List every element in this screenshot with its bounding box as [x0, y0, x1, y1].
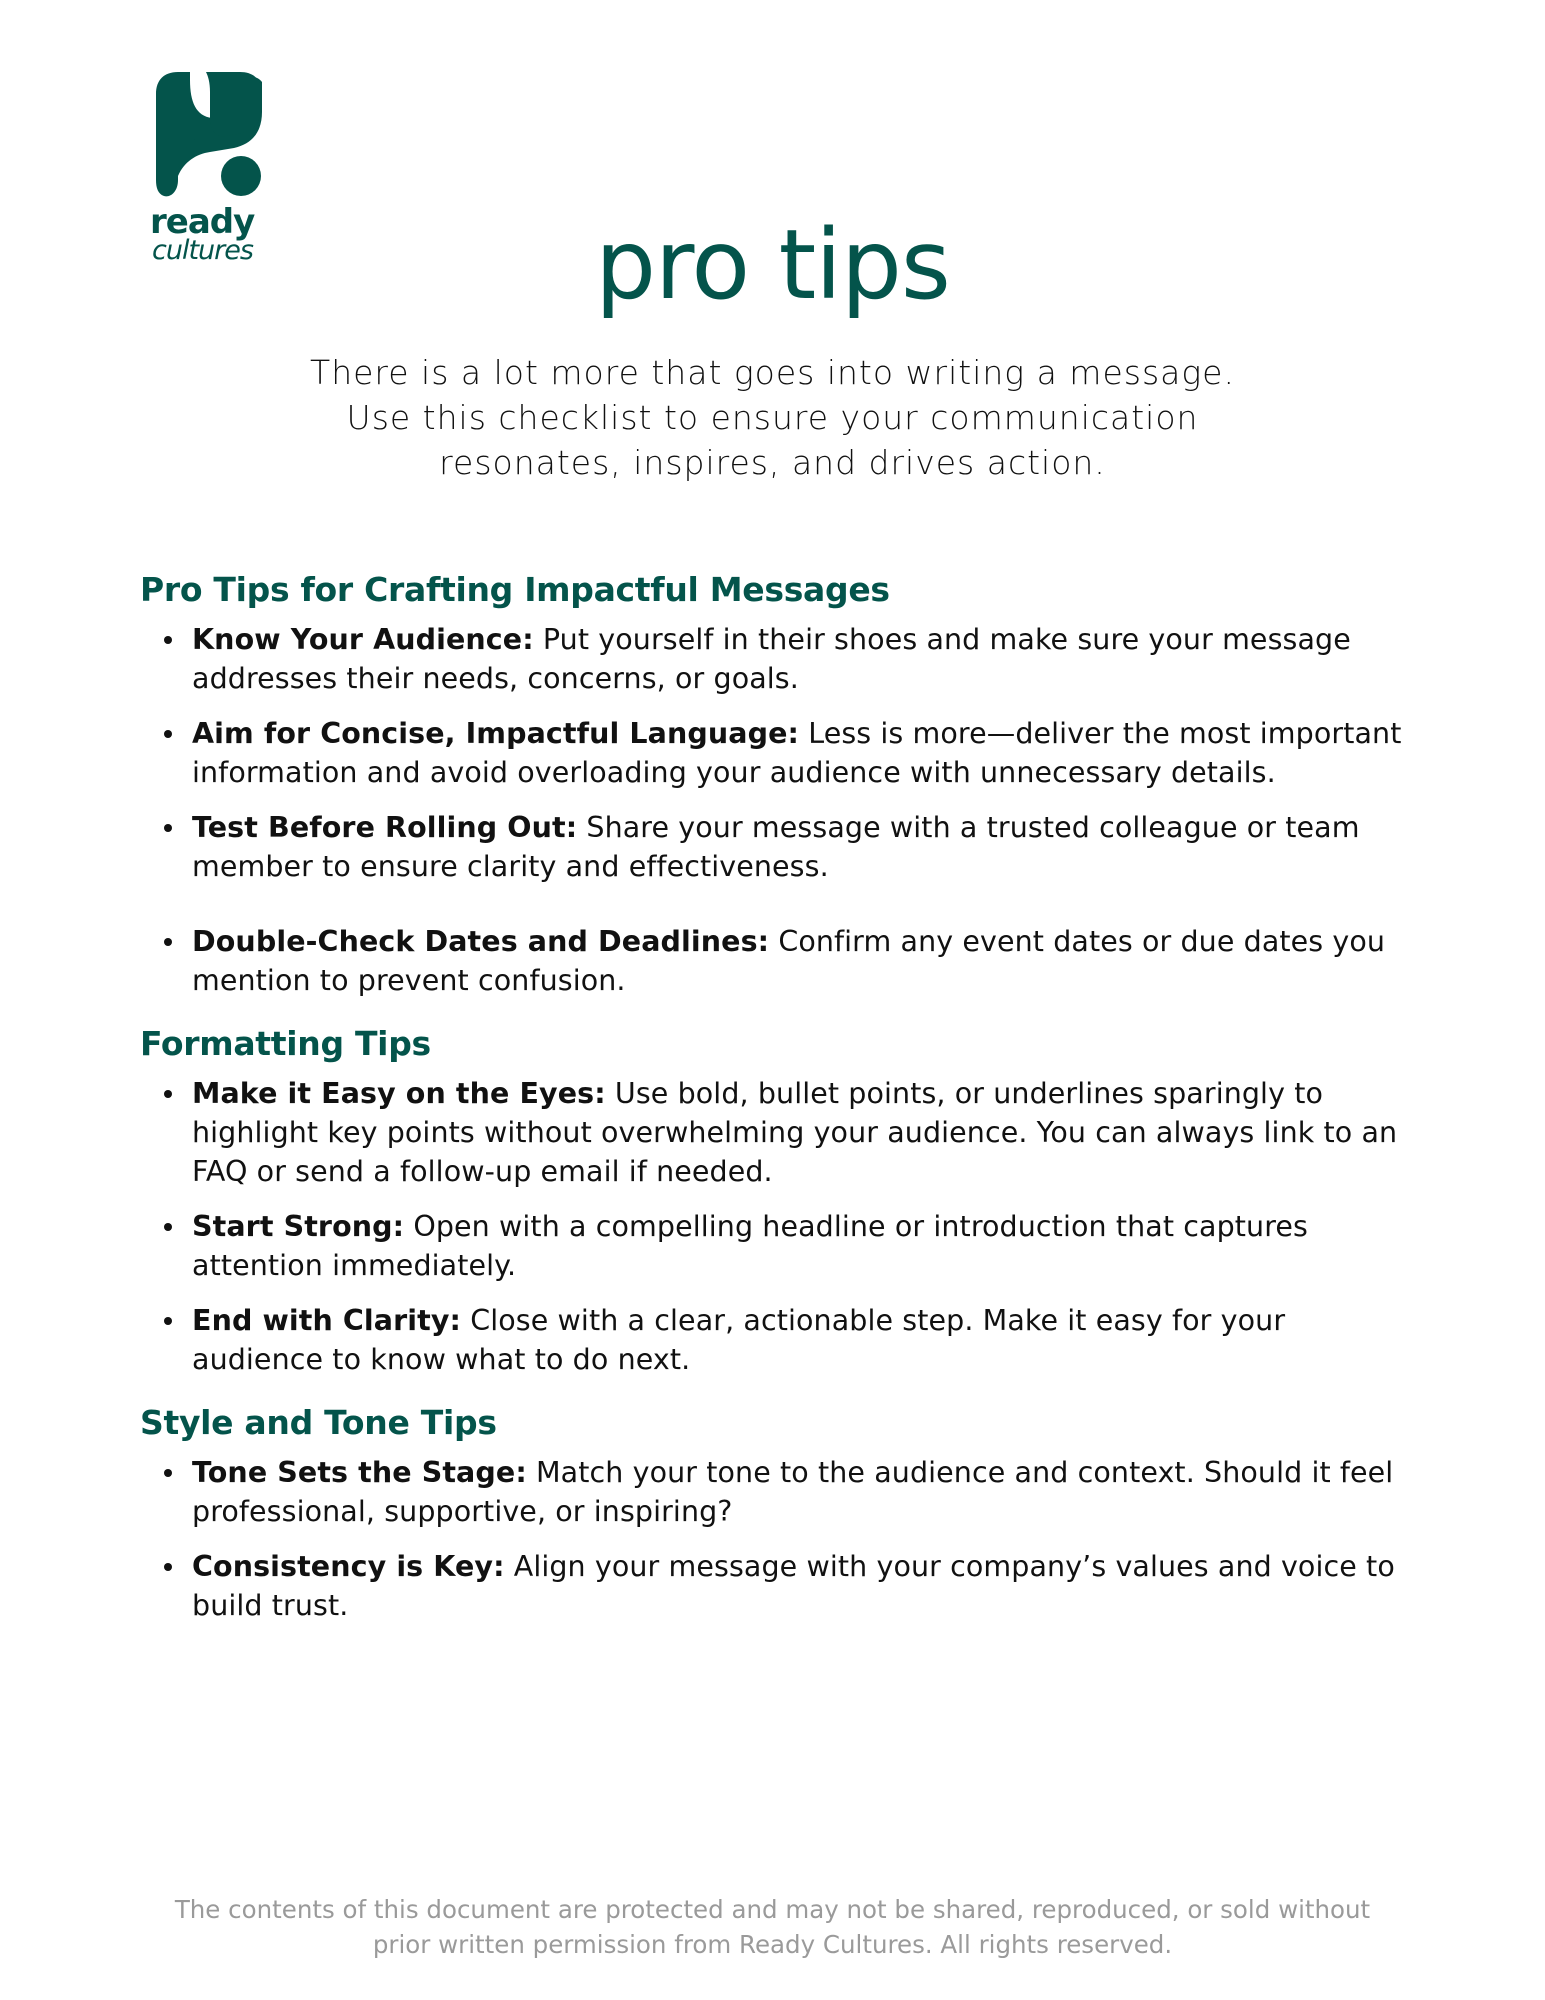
tip-item [140, 620, 1410, 698]
section-heading: Style and Tone Tips [140, 1403, 497, 1442]
tip-body: Use bold, bullet points, or underlines sparingly to highlight key points without overwhelming your audience. You can always link to an FAQ or send a follow-up email if needed. [192, 1077, 1398, 1188]
tip-body: Align your message with your company’s values and voice to build trust. [192, 1550, 1395, 1622]
tip-title: Test Before Rolling Out: [192, 811, 578, 844]
intro-paragraph [0, 350, 1545, 485]
tip-item [140, 1074, 1410, 1191]
intro-line: resonates, inspires, and drives action. [439, 443, 1106, 482]
tip-title: Consistency is Key: [192, 1550, 505, 1583]
bullet-icon [164, 1563, 172, 1571]
intro-line: Use this checklist to ensure your communication [346, 398, 1199, 437]
section-formatting-tips [140, 1022, 1410, 1379]
copyright-footer [0, 1892, 1545, 1962]
bullet-icon [164, 824, 172, 832]
bullet-icon [164, 1223, 172, 1231]
tip-title: Tone Sets the Stage: [192, 1456, 527, 1489]
tip-body: Close with a clear, actionable step. Make it easy for your audience to know what to do next. [192, 1304, 1286, 1376]
tip-item [140, 1207, 1410, 1285]
tip-item [140, 714, 1410, 792]
tip-list [140, 1453, 1410, 1625]
bullet-icon [164, 730, 172, 738]
tip-body: Confirm any event dates or due dates you mention to prevent confusion. [192, 925, 1386, 997]
bullet-icon [164, 938, 172, 946]
section-style-tone-tips [140, 1401, 1410, 1625]
bullet-icon [164, 636, 172, 644]
tip-title: Make it Easy on the Eyes: [192, 1077, 606, 1110]
tip-title: Double-Check Dates and Deadlines: [192, 925, 770, 958]
page-title: pro tips [595, 209, 950, 321]
bullet-icon [164, 1090, 172, 1098]
tips-content [140, 568, 1410, 1647]
tip-title: Start Strong: [192, 1210, 405, 1243]
tip-body: Less is more—deliver the most important information and avoid overloading your audience with unnecessary details. [192, 717, 1402, 789]
tip-item [140, 1301, 1410, 1379]
tip-title: Know Your Audience: [192, 623, 534, 656]
section-heading: Formatting Tips [140, 1024, 431, 1063]
tip-title: End with Clarity: [192, 1304, 462, 1337]
brand-name-ready: ready [150, 202, 255, 242]
section-heading: Pro Tips for Crafting Impactful Messages [140, 570, 890, 609]
tip-body: Put yourself in their shoes and make sure your message addresses their needs, concerns, or goals. [192, 623, 1351, 695]
footer-line: prior written permission from Ready Cultures. All rights reserved. [372, 1930, 1173, 1959]
tip-body: Match your tone to the audience and context. Should it feel professional, supportive, or inspiring? [192, 1456, 1394, 1528]
intro-line: There is a lot more that goes into writing a message. [310, 353, 1235, 392]
tip-item [140, 1453, 1410, 1531]
tip-title: Aim for Concise, Impactful Language: [192, 717, 800, 750]
tip-item [140, 808, 1410, 886]
tip-body: Share your message with a trusted colleague or team member to ensure clarity and effectiveness. [192, 811, 1360, 883]
bullet-icon [164, 1317, 172, 1325]
tip-list [140, 1074, 1410, 1379]
section-crafting-messages [140, 568, 1410, 1000]
tip-list [140, 620, 1410, 1000]
ready-cultures-logo-icon [156, 72, 262, 200]
footer-line: The contents of this document are protected and may not be shared, reproduced, or sold without [174, 1895, 1371, 1924]
brand-name-cultures: cultures [152, 235, 253, 266]
tip-item [140, 922, 1410, 1000]
tip-body: Open with a compelling headline or introduction that captures attention immediately. [192, 1210, 1308, 1282]
tip-item [140, 1547, 1410, 1625]
bullet-icon [164, 1469, 172, 1477]
